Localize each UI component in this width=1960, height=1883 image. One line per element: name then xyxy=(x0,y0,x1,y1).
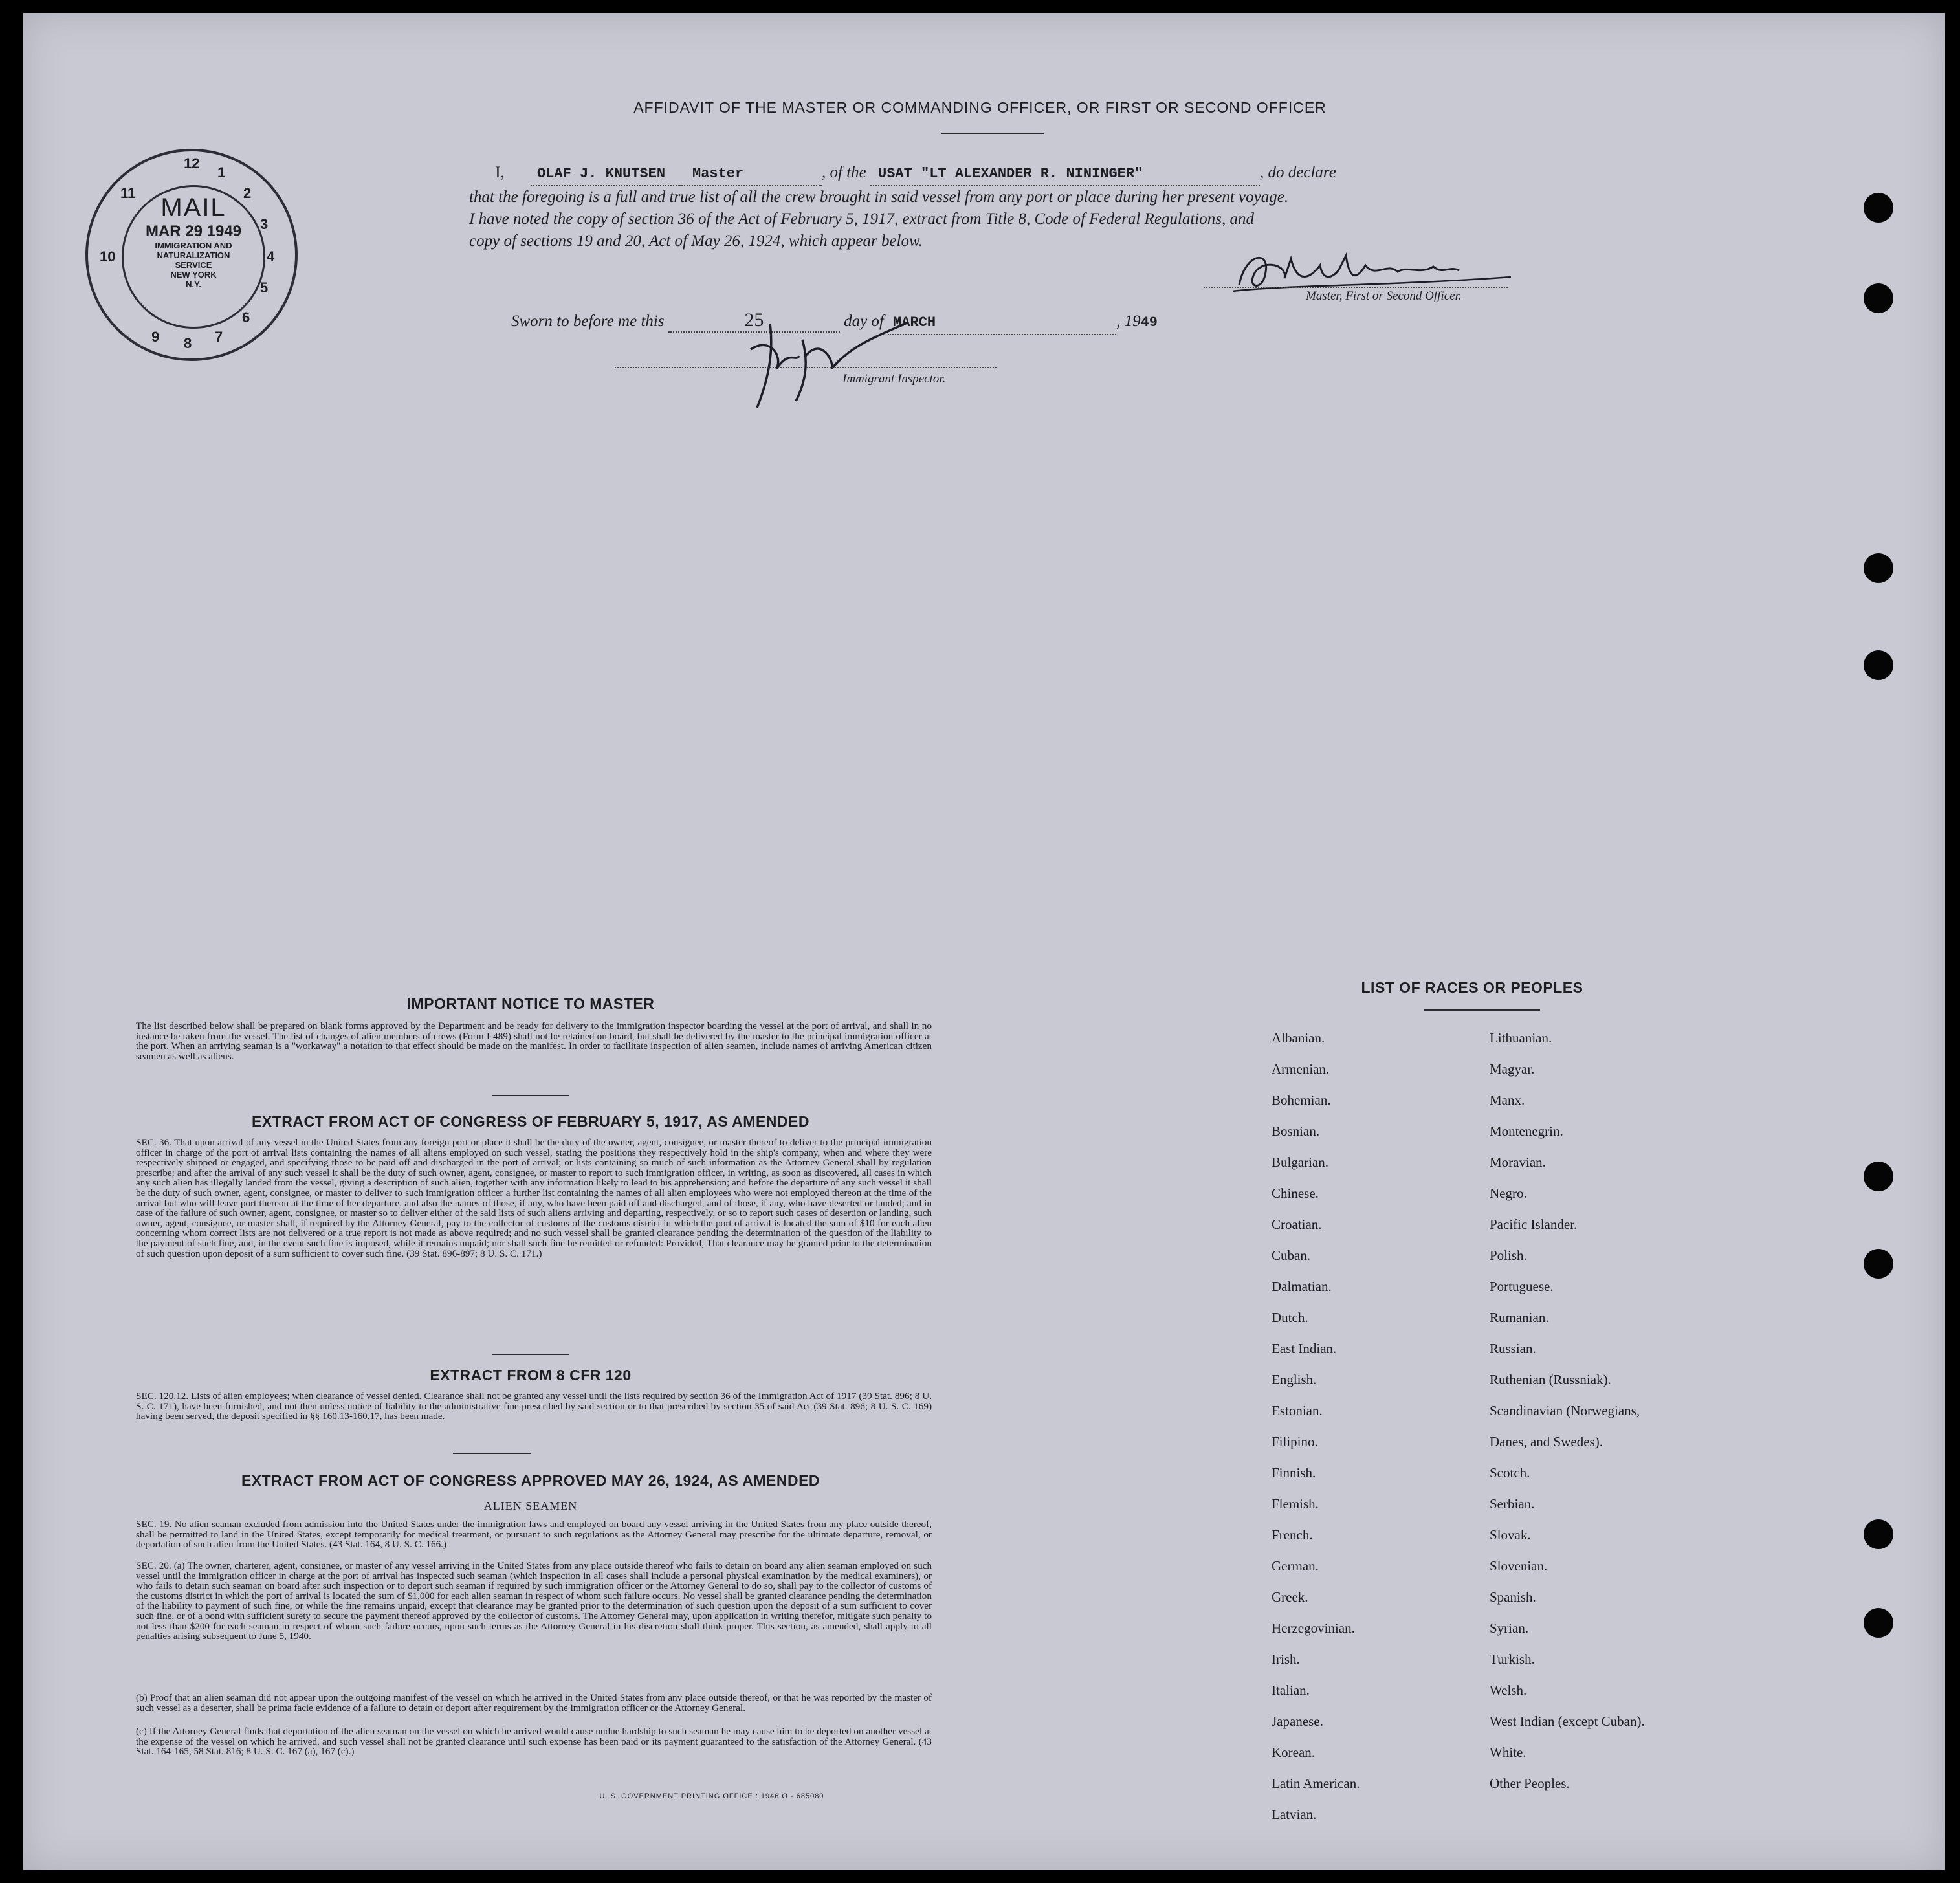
race-right-item: Ruthenian (Russniak). xyxy=(1490,1372,1611,1387)
sworn-month: MARCH xyxy=(888,312,1116,335)
punch-hole xyxy=(1864,1519,1893,1549)
race-left-item: Latvian. xyxy=(1272,1807,1317,1822)
extract-cfr-text: SEC. 120.12. Lists of alien employees; when clearance of vessel denied. Clearance shall not be granted any vessel until the lists required by section 36 of the Immigration Act of 1917 (39 Stat. 896; 8 U. S. C. 171), have been furnished, and not then unless notice of liability to the administrative fine prescribed by said section or to that prescribed by section 35 of said Act (39 Stat. 896; 8 U. S. C. 169) having been served, the deposit specified in §§ 160.13-160.17, has been made. xyxy=(136,1391,932,1422)
clock-numeral: 10 xyxy=(100,248,116,265)
stamp-line-2: NATURALIZATION xyxy=(157,250,230,260)
race-left-item: Chinese. xyxy=(1272,1185,1319,1201)
clock-numeral: 6 xyxy=(242,309,250,325)
section-divider xyxy=(492,1095,569,1096)
race-left-item: Dutch. xyxy=(1272,1310,1308,1325)
declaration-line-4: copy of sections 19 and 20, Act of May 26, 1924, which appear below. xyxy=(469,232,923,250)
year-prefix: , 19 xyxy=(1116,313,1141,330)
race-right-item: Magyar. xyxy=(1490,1061,1535,1077)
race-right-item: Serbian. xyxy=(1490,1496,1535,1512)
extract-1917-title: EXTRACT FROM ACT OF CONGRESS OF FEBRUARY 5, 1917, AS AMENDED xyxy=(252,1113,809,1130)
affidavit-title: AFFIDAVIT OF THE MASTER OR COMMANDING OFFICER, OR FIRST OR SECOND OFFICER xyxy=(633,99,1327,116)
race-right-item: Spanish. xyxy=(1490,1589,1536,1605)
inspector-caption: Immigrant Inspector. xyxy=(842,372,946,386)
alien-seamen-subtitle: ALIEN SEAMEN xyxy=(483,1499,578,1512)
race-right-item: Negro. xyxy=(1490,1185,1527,1201)
extract-1924-sec19: SEC. 19. No alien seaman excluded from admission into the United States under the immigration laws and employed on board any vessel arriving in the United States from any place outside thereof, shall be permitted to land in the United States, except temporarily for medical treatment, or pursuant to such regulations as the Attorney General may prescribe for the ultimate departure, removal, or deportation of such alien from the United States. (43 Stat. 164, 8 U. S. C. 166.) xyxy=(136,1519,932,1550)
race-right-item: Lithuanian. xyxy=(1490,1030,1552,1046)
stamp-mail: MAIL xyxy=(160,193,226,222)
race-right-item: West Indian (except Cuban). xyxy=(1490,1713,1645,1729)
master-signature-line xyxy=(1204,287,1508,288)
clock-numeral: 9 xyxy=(151,329,160,345)
clock-numeral: 1 xyxy=(217,164,226,181)
race-left-item: Korean. xyxy=(1272,1745,1316,1760)
race-left-item: East Indian. xyxy=(1272,1341,1337,1356)
races-title: LIST OF RACES OR PEOPLES xyxy=(1361,979,1583,996)
race-left-item: Estonian. xyxy=(1272,1403,1323,1418)
race-right-item: Pacific Islander. xyxy=(1490,1217,1578,1232)
race-right-item: Portuguese. xyxy=(1490,1279,1554,1294)
sworn-year: 49 xyxy=(1140,314,1158,331)
punch-hole xyxy=(1864,193,1893,223)
punch-hole xyxy=(1864,553,1893,583)
race-left-item: Dalmatian. xyxy=(1272,1279,1332,1294)
extract-1924-title: EXTRACT FROM ACT OF CONGRESS APPROVED MAY 26, 1924, AS AMENDED xyxy=(241,1472,820,1489)
sworn-day: 25 xyxy=(668,309,840,333)
race-left-item: Albanian. xyxy=(1272,1030,1325,1046)
inspector-signature-line xyxy=(615,367,997,368)
race-left-item: English. xyxy=(1272,1372,1317,1387)
punch-hole xyxy=(1864,1249,1893,1279)
sworn-prefix: Sworn to before me this xyxy=(511,313,665,330)
punch-hole xyxy=(1864,650,1893,680)
inspector-signature xyxy=(744,311,925,414)
race-left-item: Irish. xyxy=(1272,1651,1300,1667)
punch-hole xyxy=(1864,1608,1893,1638)
race-right-item: Scotch. xyxy=(1490,1465,1530,1481)
section-divider xyxy=(453,1453,531,1454)
declaration-line-2: that the foregoing is a full and true list of all the crew brought in said vessel from any port or place during her present voyage. xyxy=(469,188,1289,206)
vessel-name: USAT "LT ALEXANDER R. NININGER" xyxy=(870,163,1260,186)
race-right-item: Slovak. xyxy=(1490,1527,1531,1543)
punch-hole xyxy=(1864,1162,1893,1191)
race-left-item: Bohemian. xyxy=(1272,1092,1331,1108)
officer-rank: Master xyxy=(679,163,822,186)
race-left-item: Flemish. xyxy=(1272,1496,1319,1512)
race-left-item: Herzegovinian. xyxy=(1272,1620,1355,1636)
officer-name: OLAF J. KNUTSEN xyxy=(531,163,679,186)
race-right-item: Danes, and Swedes). xyxy=(1490,1434,1603,1449)
clock-numeral: 8 xyxy=(184,335,192,351)
clock-numeral: 5 xyxy=(260,280,269,296)
master-caption: Master, First or Second Officer. xyxy=(1306,289,1462,303)
punch-hole xyxy=(1864,283,1893,313)
declaration-block xyxy=(469,162,1524,252)
printer-imprint: U. S. GOVERNMENT PRINTING OFFICE : 1946 O - 685080 xyxy=(599,1792,824,1800)
race-left-item: French. xyxy=(1272,1527,1313,1543)
do-declare-label: , do declare xyxy=(1260,164,1336,181)
clock-numeral: 12 xyxy=(184,155,200,171)
stamp-line-4: NEW YORK xyxy=(170,270,217,280)
race-right-item: Slovenian. xyxy=(1490,1558,1548,1574)
stamp-date: MAR 29 1949 xyxy=(145,223,242,240)
mail-date-stamp xyxy=(85,149,298,361)
race-left-item: Japanese. xyxy=(1272,1713,1323,1729)
race-right-item: Welsh. xyxy=(1490,1682,1527,1698)
stamp-center xyxy=(122,185,265,329)
race-left-item: Bulgarian. xyxy=(1272,1154,1329,1170)
race-right-item: White. xyxy=(1490,1745,1526,1760)
section-divider xyxy=(492,1354,569,1355)
notice-text: The list described below shall be prepared on blank forms approved by the Department and be ready for delivery to the immigration inspector boarding the vessel at the port of arrival, and shall in no instance be taken from the vessel. The list of changes of alien members of crews (Form I-489) shall not be retained on board, but shall be delivered by the master to the principal immigration officer at the port. When an arriving seaman is a "workaway" a notation to that effect should be made on the manifest. In order to facilitate inspection of alien seamen, include names of arriving American citizen seamen as well as aliens. xyxy=(136,1020,932,1062)
race-right-item: Other Peoples. xyxy=(1490,1776,1570,1791)
race-left-item: German. xyxy=(1272,1558,1319,1574)
race-left-item: Croatian. xyxy=(1272,1217,1322,1232)
stamp-line-3: SERVICE xyxy=(175,260,212,270)
title-underline xyxy=(941,133,1044,134)
extract-1924-sec20c: (c) If the Attorney General finds that deportation of the alien seaman on the vessel on which he arrived would cause undue hardship to such seaman he may cause him to be deported on another vessel at the expense of the vessel on which he arrived, and such vessel shall not be granted clearance until such expense has been paid or its payment guaranteed to the satisfaction of the Attorney General. (43 Stat. 164-165, 58 Stat. 816; 8 U. S. C. 167 (a), 167 (c).) xyxy=(136,1726,932,1757)
clock-numeral: 2 xyxy=(243,185,252,201)
clock-numeral: 7 xyxy=(215,329,223,345)
clock-numeral: 11 xyxy=(120,185,136,201)
race-left-item: Finnish. xyxy=(1272,1465,1316,1481)
race-left-item: Italian. xyxy=(1272,1682,1310,1698)
of-the-label: , of the xyxy=(822,164,866,181)
race-right-item: Moravian. xyxy=(1490,1154,1546,1170)
races-title-underline xyxy=(1424,1009,1540,1011)
declaration-line-3: I have noted the copy of section 36 of the Act of February 5, 1917, extract from Title 8, Code of Federal Regulations, and xyxy=(469,210,1254,228)
race-left-item: Greek. xyxy=(1272,1589,1308,1605)
extract-1917-text: SEC. 36. That upon arrival of any vessel in the United States from any foreign port or place it shall be the duty of the owner, agent, consignee, or master thereof to deliver to the principal immigration officer in charge of the port of arrival lists containing the names of all aliens employed on such vessel, stating the positions they respectively hold in the ship's company, when and where they were respectively shipped or engaged, and specifying those to be paid off and discharged in the port of arrival; or lists containing so much of such information as the Attorney General shall by regulation prescribe; and after the arrival of any such vessel it shall be the duty of such owner, agent, consignee, or master to report to such immigration officer, in writing, as soon as discovered, all cases in which any such alien has illegally landed from the vessel, giving a description of such alien, together with any information likely to lead to his apprehension; and before the departure of any such vessel it shall be the duty of such owner, agent, consignee, or master to deliver to such immigration officer a further list containing the names of all alien employees who were not employed thereon at the time of the arrival but who will leave port thereon at the time of her departure, and also the names of those, if any, who have been paid off and discharged, and of those, if any, who have deserted or landed; and in case of the failure of such owner, agent, consignee, or master so to deliver either of the said lists of such aliens arriving and departing, respectively, or so to report such cases of desertion or landing, such owner, agent, consignee, or master shall, if required by the Attorney General, pay to the collector of customs of the customs district in which the port of arrival is located the sum of $10 for each alien concerning whom correct lists are not delivered or a true report is not made as above required; and no such vessel shall be granted clearance pending the determination of the question of the liability to the payment of such fine, and, in the event such fine is imposed, while it remains unpaid; nor shall such fine be remitted or refunded: Provided, That clearance may be granted prior to the determination of such question upon deposit of a sum sufficient to cover such fine. (39 Stat. 896-897; 8 U. S. C. 171.) xyxy=(136,1137,932,1259)
race-right-item: Rumanian. xyxy=(1490,1310,1549,1325)
extract-1924-sec20a: SEC. 20. (a) The owner, charterer, agent, consignee, or master of any vessel arriving in the United States from any place outside thereof who fails to detain on board any alien seaman employed on such vessel until the immigration officer in charge at the port of arrival has inspected such seaman (which inspection in all cases shall include a personal physical examination by the medical examiners), or who fails to detain such seaman on board after such inspection or to deport such seaman if required by such immigration officer or the Attorney General to do so, shall pay to the collector of customs of the customs district in which the port of arrival is located the sum of $1,000 for each alien seaman in respect of whom such failure occurs. No vessel shall be granted clearance pending the determination of the liability to payment of such fine, or while the fine remains unpaid, except that clearance may be granted prior to the determination of such question upon the deposit of a sum sufficient to cover such fine, or of a bond with sufficient surety to secure the payment thereof approved by the collector of customs. The Attorney General may, upon application in writing therefor, mitigate such penalty to not less than $200 for each seaman in respect of whom such failure occurs, upon such terms as the Attorney General in his discretion shall think proper. This section, as amended, shall apply to all penalties arising subsequent to June 5, 1940. xyxy=(136,1560,932,1642)
race-left-item: Cuban. xyxy=(1272,1248,1311,1263)
race-right-item: Syrian. xyxy=(1490,1620,1529,1636)
extract-cfr-title: EXTRACT FROM 8 CFR 120 xyxy=(430,1367,632,1383)
race-right-item: Polish. xyxy=(1490,1248,1527,1263)
notice-title: IMPORTANT NOTICE TO MASTER xyxy=(406,995,655,1012)
race-right-item: Manx. xyxy=(1490,1092,1525,1108)
declaration-line-1 xyxy=(469,162,1524,186)
stamp-line-5: N.Y. xyxy=(186,280,201,289)
extract-1924-sec20b: (b) Proof that an alien seaman did not appear upon the outgoing manifest of the vessel on which he arrived in the United States from any place outside thereof, or that he was reported by the master of such vessel as a deserter, shall be prima facie evidence of a failure to detain or deport after requirement by the immigration officer or the Attorney General. xyxy=(136,1692,932,1713)
day-of-label: day of xyxy=(844,313,884,330)
race-left-item: Bosnian. xyxy=(1272,1123,1320,1139)
declarant-prefix: I, xyxy=(495,164,505,181)
race-left-item: Latin American. xyxy=(1272,1776,1360,1791)
race-right-item: Scandinavian (Norwegians, xyxy=(1490,1403,1640,1418)
race-right-item: Montenegrin. xyxy=(1490,1123,1563,1139)
clock-numeral: 4 xyxy=(267,248,275,265)
race-left-item: Armenian. xyxy=(1272,1061,1330,1077)
race-right-item: Turkish. xyxy=(1490,1651,1535,1667)
clock-numeral: 3 xyxy=(260,216,269,232)
race-right-item: Russian. xyxy=(1490,1341,1536,1356)
stamp-line-1: IMMIGRATION AND xyxy=(155,241,232,250)
race-left-item: Filipino. xyxy=(1272,1434,1318,1449)
